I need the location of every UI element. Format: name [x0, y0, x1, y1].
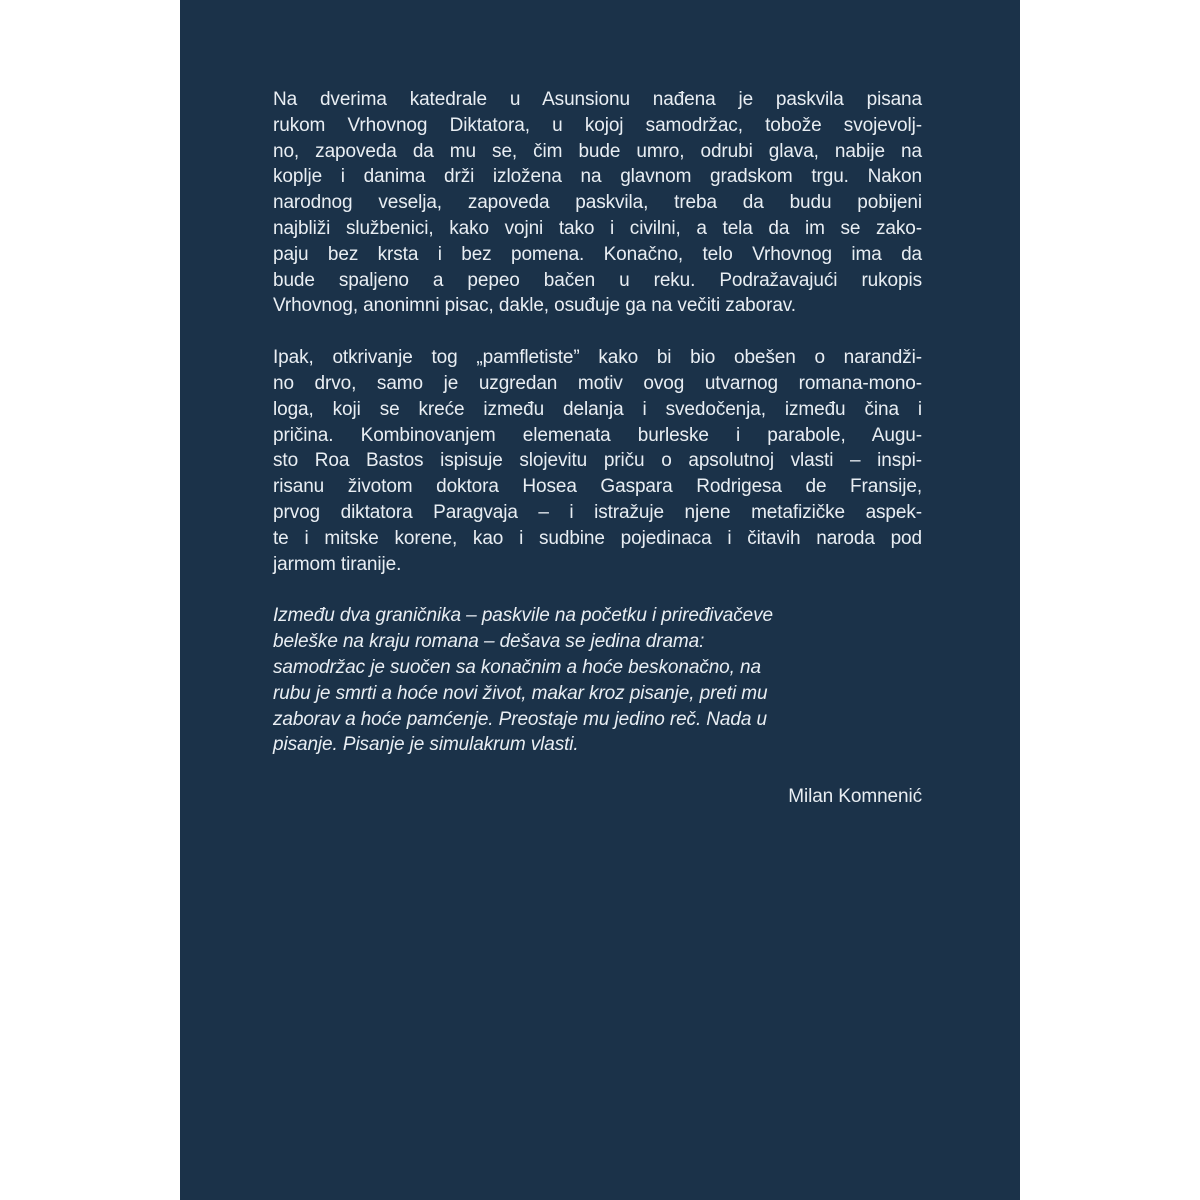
text-line: narodnog veselja, zapoveda paskvila, treba da budu pobijeni	[273, 192, 922, 214]
text-line: beleške na kraju romana – dešava se jedina drama:	[273, 631, 705, 653]
text-line: samodržac je suočen sa konačnim a hoće beskonačno, na	[273, 656, 761, 678]
text-line: paju bez krsta i bez pomena. Konačno, telo Vrhovnog ima da	[273, 243, 922, 265]
paragraph-2	[273, 345, 922, 577]
text-line: pričina. Kombinovanjem elemenata burleske i parabole, Augu-	[273, 424, 922, 446]
blurb-text	[273, 87, 922, 810]
paragraph-3-quote	[273, 603, 922, 758]
text-line: najbliži službenici, kako vojni tako i civilni, a tela da im se zako-	[273, 217, 922, 239]
text-line: risanu životom doktora Hosea Gaspara Rodrigesa de Fransije,	[273, 476, 922, 498]
text-line: pisanje. Pisanje je simulakrum vlasti.	[273, 734, 579, 756]
text-line: rukom Vrhovnog Diktatora, u kojoj samodržac, tobože svojevolj-	[273, 114, 922, 136]
author-signature: Milan Komnenić	[788, 786, 922, 808]
text-line: Na dverima katedrale u Asunsionu nađena je paskvila pisana	[273, 89, 922, 110]
book-back-cover	[180, 0, 1020, 1200]
text-line: te i mitske korene, kao i sudbine pojedinaca i čitavih naroda pod	[273, 527, 922, 549]
text-line: bude spaljeno a pepeo bačen u reku. Podražavajući rukopis	[273, 269, 922, 291]
paragraph-1	[273, 87, 922, 319]
text-line: Vrhovnog, anonimni pisac, dakle, osuđuje ga na večiti zaborav.	[273, 295, 796, 317]
text-line: Između dva graničnika – paskvile na početku i priređivačeve	[273, 605, 773, 627]
text-line: sto Roa Bastos ispisuje slojevitu priču o apsolutnoj vlasti – inspi-	[273, 450, 922, 472]
text-line: no, zapoveda da mu se, čim bude umro, odrubi glava, nabije na	[273, 140, 922, 162]
text-line: koplje i danima drži izložena na glavnom gradskom trgu. Nakon	[273, 166, 922, 188]
text-line: no drvo, samo je uzgredan motiv ovog utvarnog romana-mono-	[273, 372, 922, 394]
text-line: Ipak, otkrivanje tog „pamfletiste” kako bi bio obešen o narandži-	[273, 347, 922, 369]
text-line: prvog diktatora Paragvaja – i istražuje njene metafizičke aspek-	[273, 501, 922, 523]
text-line: jarmom tiranije.	[273, 553, 402, 575]
text-line: loga, koji se kreće između delanja i svedočenja, između čina i	[273, 398, 922, 420]
text-line: rubu je smrti a hoće novi život, makar kroz pisanje, preti mu	[273, 682, 768, 704]
text-line: zaborav a hoće pamćenje. Preostaje mu jedino reč. Nada u	[273, 708, 767, 730]
